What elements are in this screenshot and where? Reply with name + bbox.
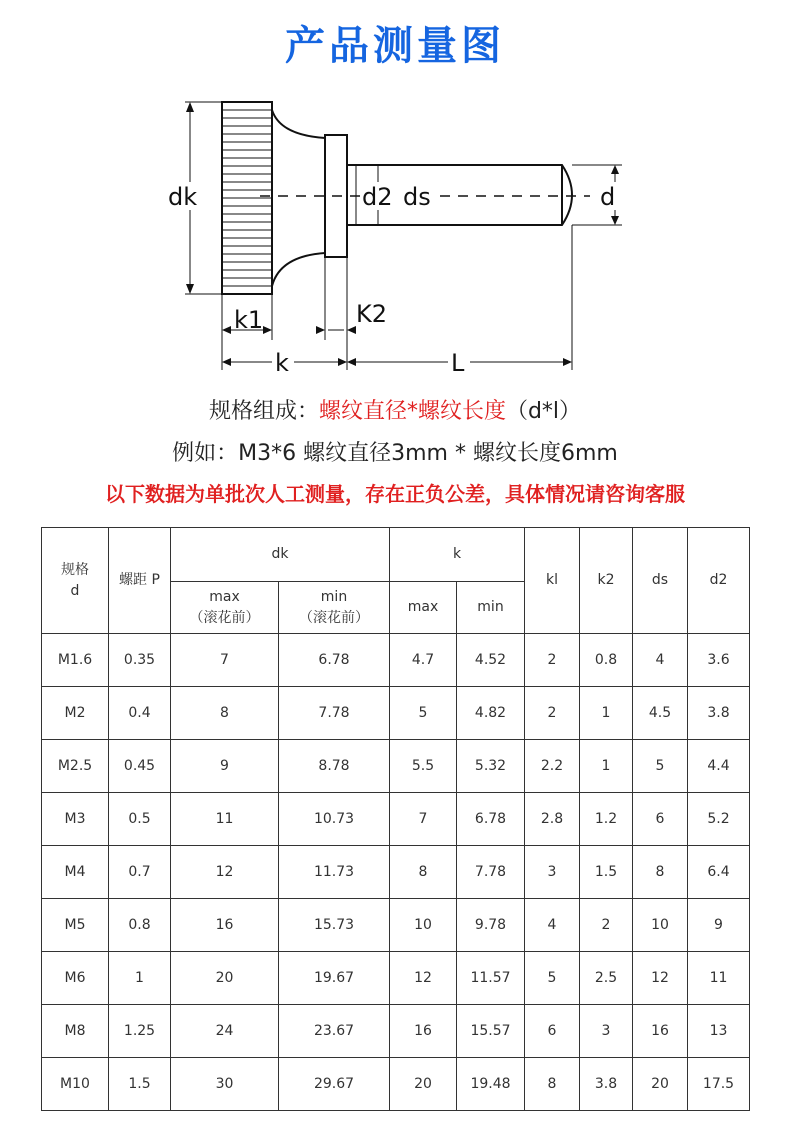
cell-d2: 9 <box>688 899 750 952</box>
header-spec: 规格 d <box>42 528 109 634</box>
cell-k2: 2.5 <box>580 952 633 1005</box>
cell-k-max: 16 <box>390 1005 457 1058</box>
cell-k-max: 5 <box>390 687 457 740</box>
cell-pitch: 0.7 <box>109 846 171 899</box>
cell-ds: 5 <box>633 740 688 793</box>
cell-ds: 8 <box>633 846 688 899</box>
cell-k-min: 4.82 <box>457 687 525 740</box>
cell-dk-max: 11 <box>171 793 279 846</box>
cell-dk-max: 24 <box>171 1005 279 1058</box>
spec-format-suffix: （d*l） <box>505 399 582 424</box>
cell-d2: 3.8 <box>688 687 750 740</box>
cell-dk-min: 15.73 <box>279 899 390 952</box>
header-ds: ds <box>633 528 688 634</box>
cell-k-max: 7 <box>390 793 457 846</box>
cell-k-min: 6.78 <box>457 793 525 846</box>
header-dk-min: min （滚花前） <box>279 582 390 634</box>
cell-spec: M2.5 <box>42 740 109 793</box>
page-title: 产品测量图 <box>285 23 505 69</box>
cell-k2: 1 <box>580 687 633 740</box>
cell-dk-min: 6.78 <box>279 634 390 687</box>
cell-k2: 3.8 <box>580 1058 633 1111</box>
cell-ds: 16 <box>633 1005 688 1058</box>
example-line: 例如：M3*6 螺纹直径3mm * 螺纹长度6mm <box>172 441 618 466</box>
cell-pitch: 1.5 <box>109 1058 171 1111</box>
cell-kl: 2 <box>525 687 580 740</box>
label-d2: d2 <box>362 183 393 211</box>
label-k1: k1 <box>234 306 264 334</box>
table-row <box>42 793 750 846</box>
cell-dk-min: 7.78 <box>279 687 390 740</box>
header-k: k <box>390 528 525 582</box>
cell-ds: 20 <box>633 1058 688 1111</box>
cell-kl: 3 <box>525 846 580 899</box>
cell-dk-max: 20 <box>171 952 279 1005</box>
cell-dk-max: 9 <box>171 740 279 793</box>
cell-k2: 2 <box>580 899 633 952</box>
cell-spec: M5 <box>42 899 109 952</box>
spec-table-body <box>42 634 750 1111</box>
header-dk-max: max （滚花前） <box>171 582 279 634</box>
cell-spec: M1.6 <box>42 634 109 687</box>
cell-pitch: 1.25 <box>109 1005 171 1058</box>
spec-format-line <box>0 394 790 425</box>
measurement-diagram <box>160 90 616 385</box>
header-k2: k2 <box>580 528 633 634</box>
cell-d2: 3.6 <box>688 634 750 687</box>
cell-pitch: 0.4 <box>109 687 171 740</box>
table-row <box>42 899 750 952</box>
label-dk: dk <box>168 183 198 211</box>
cell-k-max: 5.5 <box>390 740 457 793</box>
cell-spec: M2 <box>42 687 109 740</box>
cell-k-max: 20 <box>390 1058 457 1111</box>
cell-k-max: 12 <box>390 952 457 1005</box>
cell-k-max: 8 <box>390 846 457 899</box>
cell-dk-min: 11.73 <box>279 846 390 899</box>
label-ds: ds <box>403 183 431 211</box>
cell-pitch: 0.8 <box>109 899 171 952</box>
cell-spec: M4 <box>42 846 109 899</box>
cell-kl: 2.2 <box>525 740 580 793</box>
cell-pitch: 1 <box>109 952 171 1005</box>
cell-pitch: 0.35 <box>109 634 171 687</box>
header-k-min: min <box>457 582 525 634</box>
table-row <box>42 846 750 899</box>
cell-ds: 10 <box>633 899 688 952</box>
table-row <box>42 1005 750 1058</box>
label-K2: K2 <box>356 300 388 328</box>
cell-k-min: 15.57 <box>457 1005 525 1058</box>
cell-d2: 4.4 <box>688 740 750 793</box>
cell-spec: M3 <box>42 793 109 846</box>
header-k-max: max <box>390 582 457 634</box>
cell-k-min: 7.78 <box>457 846 525 899</box>
cell-k-max: 10 <box>390 899 457 952</box>
cell-spec: M10 <box>42 1058 109 1111</box>
cell-dk-min: 8.78 <box>279 740 390 793</box>
cell-k2: 1.5 <box>580 846 633 899</box>
table-row <box>42 952 750 1005</box>
cell-spec: M6 <box>42 952 109 1005</box>
table-row <box>42 687 750 740</box>
cell-k-min: 4.52 <box>457 634 525 687</box>
spec-format-prefix: 规格组成： <box>208 399 319 424</box>
cell-kl: 4 <box>525 899 580 952</box>
cell-ds: 12 <box>633 952 688 1005</box>
table-row <box>42 634 750 687</box>
cell-k-max: 4.7 <box>390 634 457 687</box>
cell-dk-min: 29.67 <box>279 1058 390 1111</box>
cell-d2: 6.4 <box>688 846 750 899</box>
cell-pitch: 0.45 <box>109 740 171 793</box>
cell-kl: 2.8 <box>525 793 580 846</box>
cell-spec: M8 <box>42 1005 109 1058</box>
header-dk: dk <box>171 528 390 582</box>
spec-table <box>41 527 750 1111</box>
cell-k2: 3 <box>580 1005 633 1058</box>
cell-k2: 1.2 <box>580 793 633 846</box>
cell-d2: 13 <box>688 1005 750 1058</box>
cell-kl: 8 <box>525 1058 580 1111</box>
cell-dk-max: 12 <box>171 846 279 899</box>
cell-k-min: 11.57 <box>457 952 525 1005</box>
cell-k2: 0.8 <box>580 634 633 687</box>
cell-dk-min: 23.67 <box>279 1005 390 1058</box>
cell-k-min: 5.32 <box>457 740 525 793</box>
label-d: d <box>600 183 616 211</box>
cell-kl: 6 <box>525 1005 580 1058</box>
cell-dk-max: 16 <box>171 899 279 952</box>
cell-k2: 1 <box>580 740 633 793</box>
cell-pitch: 0.5 <box>109 793 171 846</box>
cell-d2: 11 <box>688 952 750 1005</box>
header-pitch: 螺距 P <box>109 528 171 634</box>
cell-kl: 5 <box>525 952 580 1005</box>
cell-dk-max: 30 <box>171 1058 279 1111</box>
cell-dk-min: 19.67 <box>279 952 390 1005</box>
tolerance-notice: 以下数据为单批次人工测量，存在正负公差，具体情况请咨询客服 <box>105 482 685 506</box>
cell-dk-max: 8 <box>171 687 279 740</box>
header-d2: d2 <box>688 528 750 634</box>
cell-ds: 6 <box>633 793 688 846</box>
cell-dk-min: 10.73 <box>279 793 390 846</box>
cell-k-min: 9.78 <box>457 899 525 952</box>
label-k: k <box>275 349 289 377</box>
header-kl: kl <box>525 528 580 634</box>
cell-ds: 4.5 <box>633 687 688 740</box>
spec-format-formula: 螺纹直径*螺纹长度 <box>318 399 506 424</box>
cell-k-min: 19.48 <box>457 1058 525 1111</box>
cell-ds: 4 <box>633 634 688 687</box>
table-row <box>42 1058 750 1111</box>
cell-kl: 2 <box>525 634 580 687</box>
label-L: L <box>451 349 465 377</box>
cell-d2: 17.5 <box>688 1058 750 1111</box>
cell-dk-max: 7 <box>171 634 279 687</box>
table-row <box>42 740 750 793</box>
cell-d2: 5.2 <box>688 793 750 846</box>
